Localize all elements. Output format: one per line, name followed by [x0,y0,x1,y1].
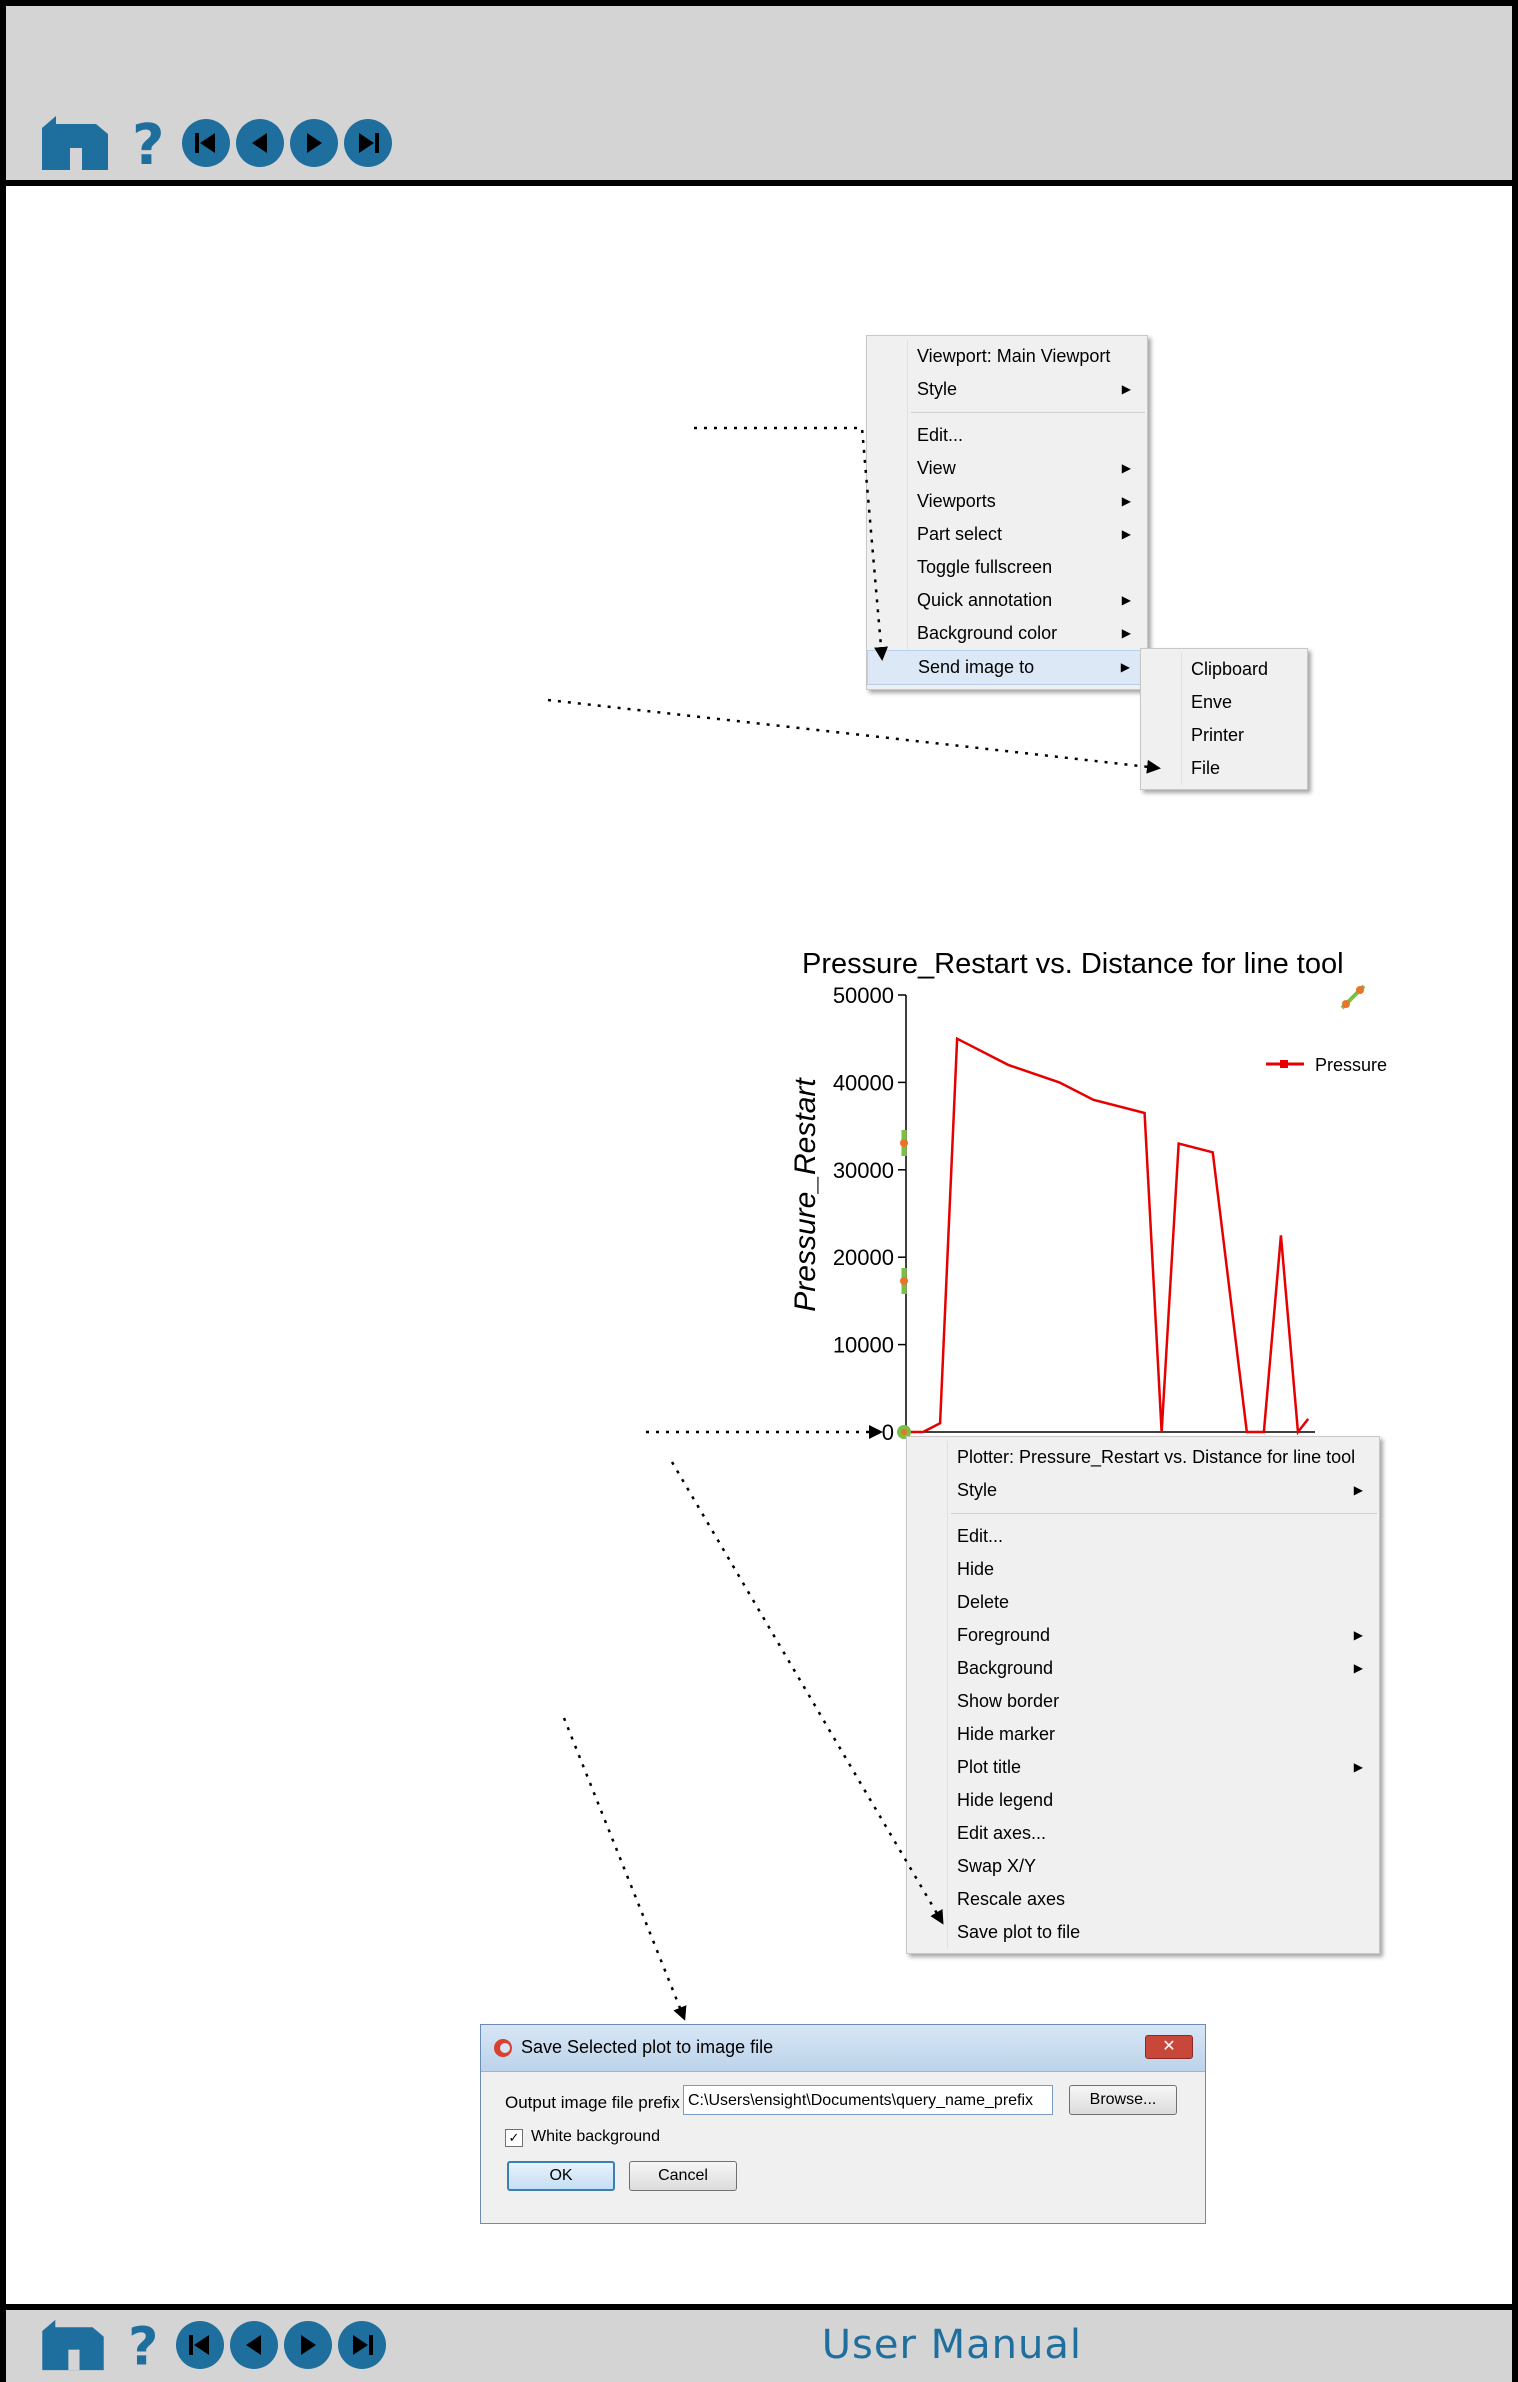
menu-item-label: Viewport: Main Viewport [917,346,1111,366]
menu-item-label: Save plot to file [957,1922,1081,1942]
menu-item-label: Clipboard [1191,659,1269,679]
menu-item-label: Hide [957,1559,995,1579]
cancel-button[interactable]: Cancel [629,2161,737,2191]
menu-item-label: Swap X/Y [957,1856,1037,1876]
prefix-label: Output image file prefix [505,2093,680,2112]
menu-item-label: Foreground [957,1625,1051,1645]
menu-item-label: Background color [917,623,1058,643]
menu-item-label: Delete [957,1592,1010,1612]
submenu-arrow-icon: ▶ [1353,1760,1363,1774]
y-tick-label: 30000 [832,1157,894,1183]
arrow-to-dialog [564,1718,684,2018]
menu-item-label: Style [957,1480,998,1500]
white-background-label: White background [531,2128,660,2145]
submenu-arrow-icon: ▶ [1120,660,1130,674]
menu-item-label: File [1191,758,1221,778]
y-tick-label: 0 [881,1420,894,1445]
white-background-checkbox[interactable]: ✓ [505,2129,523,2147]
svg-text:?: ? [128,2318,159,2372]
close-button[interactable]: ✕ [1145,2035,1193,2059]
submenu-arrow-icon: ▶ [1353,1483,1363,1497]
ok-button[interactable]: OK [507,2161,615,2191]
menu-item-label: Send image to [918,657,1035,677]
menu-item-label: Hide marker [957,1724,1056,1744]
submenu-arrow-icon: ▶ [1121,382,1131,396]
arrow-to-save-plot [672,1462,942,1922]
menu-item-label: Toggle fullscreen [917,557,1053,577]
menu-item-label: Show border [957,1691,1060,1711]
y-tick-label: 50000 [832,983,894,1008]
menu-item-label: Part select [917,524,1003,544]
submenu-arrow-icon: ▶ [1121,494,1131,508]
legend-label: Pressure [1315,1055,1388,1075]
svg-text:?: ? [132,114,165,172]
submenu-arrow-icon: ▶ [1121,461,1131,475]
menu-item-label: View [917,458,956,478]
menu-item-label: Style [917,379,958,399]
y-axis-label: Pressure_Restart [789,1078,822,1312]
menu-item-label: Edit axes... [957,1823,1047,1843]
prefix-input[interactable]: C:\Users\ensight\Documents\query_name_prefix [683,2085,1053,2115]
arrow-to-file [548,700,1158,768]
submenu-arrow-icon: ▶ [1121,593,1131,607]
menu-item-label: Hide legend [957,1790,1054,1810]
menu-item-label: Plot title [957,1757,1022,1777]
menu-item-label: Plotter: Pressure_Restart vs. Distance for line tool [957,1447,1356,1467]
y-tick-label: 40000 [832,1070,894,1096]
menu-item-label: Enve [1191,692,1233,712]
manual-title: User Manual [821,2322,1082,2368]
arrow-to-send-image [694,428,882,658]
submenu-arrow-icon: ▶ [1121,527,1131,541]
menu-item-label: Rescale axes [957,1889,1066,1909]
submenu-arrow-icon: ▶ [1353,1628,1363,1642]
chart-title: Pressure_Restart vs. Distance for line tool [802,948,1344,980]
menu-item-label: Edit... [957,1526,1004,1546]
menu-item-label: Edit... [917,425,964,445]
menu-item-label: Printer [1191,725,1245,745]
submenu-arrow-icon: ▶ [1353,1661,1363,1675]
submenu-arrow-icon: ▶ [1121,626,1131,640]
y-tick-label: 10000 [832,1332,894,1358]
y-tick-label: 20000 [832,1245,894,1271]
browse-button[interactable]: Browse... [1069,2085,1177,2115]
menu-item-label: Viewports [917,491,996,511]
dialog-title: Save Selected plot to image file [521,2037,774,2057]
menu-item-label: Quick annotation [917,590,1053,610]
menu-item-label: Background [957,1658,1054,1678]
